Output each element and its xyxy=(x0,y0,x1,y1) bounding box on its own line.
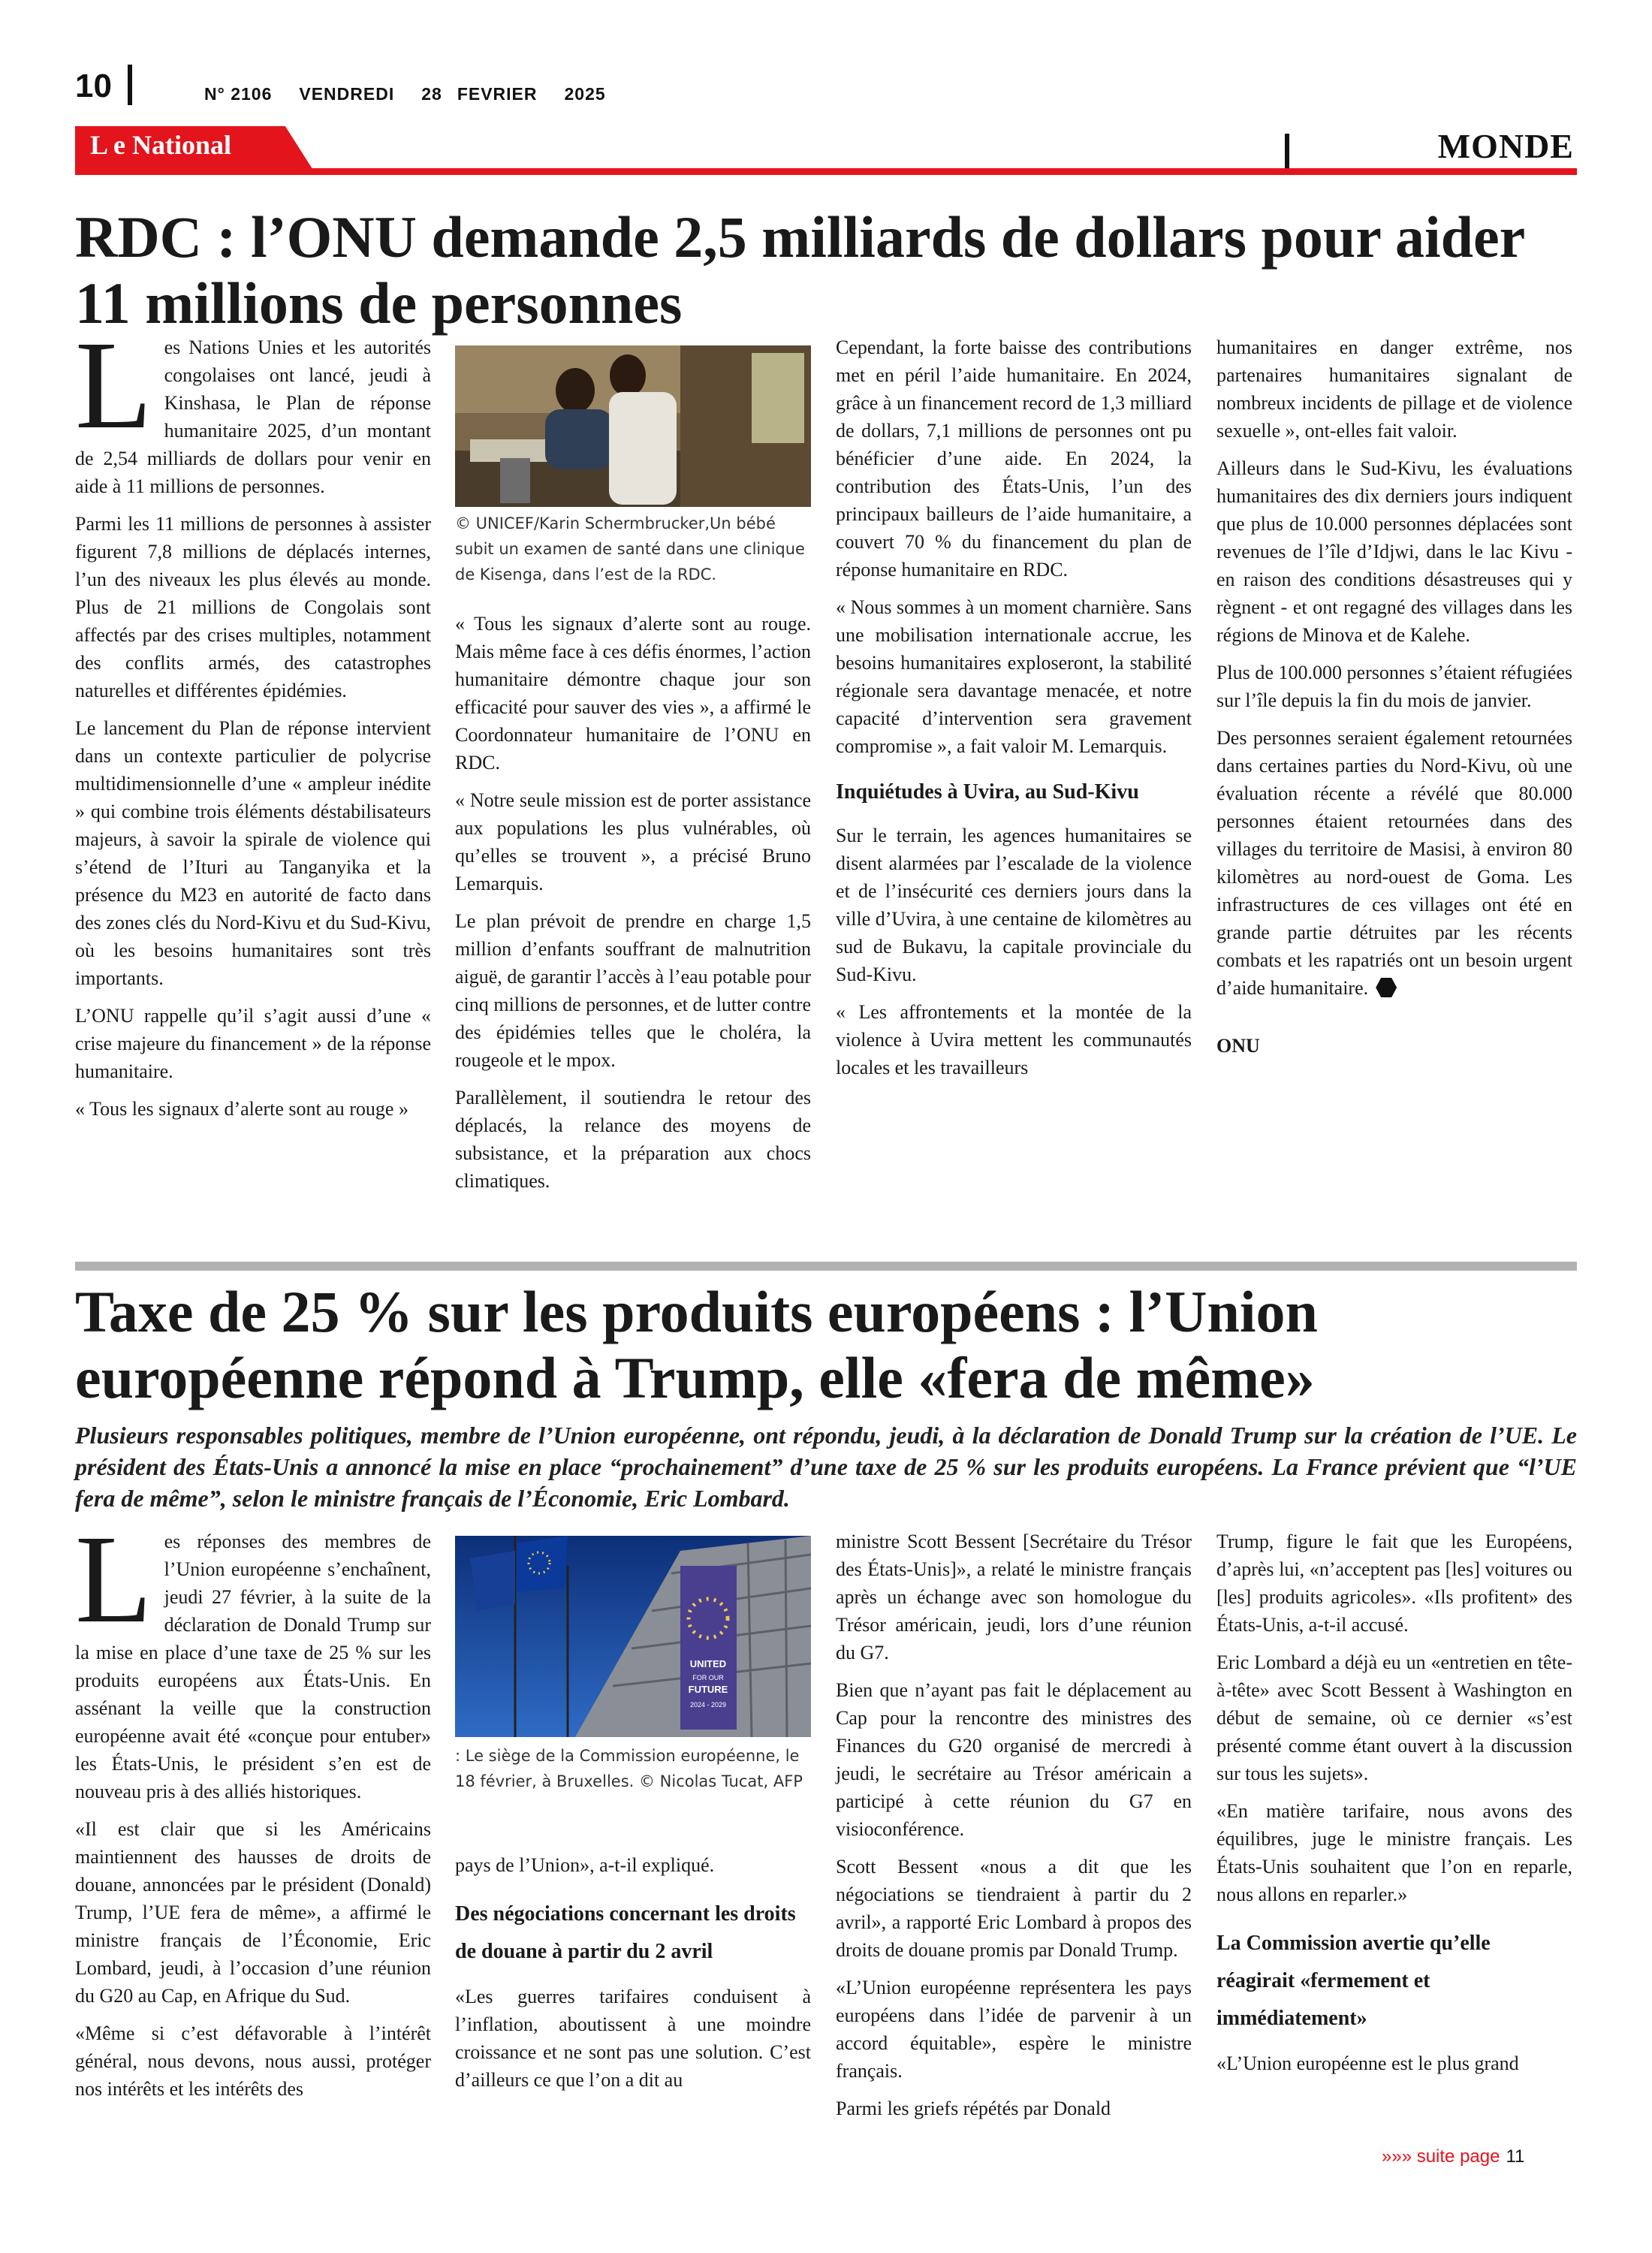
banner-text: 2024 - 2029 xyxy=(689,1701,727,1709)
day: 28 xyxy=(421,84,442,104)
paragraph: «Il est clair que si les Américains maintiennent des hausses de droits de douane, annoncées par le président (Donald) Trump, l’UE fera de même», a affirmé le ministre français de l’Économie, Eric Lombard, jeudi, à l’occasion d’une réunion du G20 au Cap, en Afrique du Sud. xyxy=(75,1818,431,2007)
paragraph: « Tous les signaux d’alerte sont au rouge » xyxy=(75,1098,408,1120)
paragraph-text: Des personnes seraient également retournées dans certaines parties du Nord-Kivu, où une évaluation récente a révélé que 80.000 personnes étaient retournées dans des villages du territoire de Masisi, à environ 80 kilomètres au nord-ouest de Goma. Les infrastructures de ces villages ont été en grande partie détruites par les récents combats et les rapatriés ont un besoin urgent d’aide humanitaire. xyxy=(1216,727,1572,999)
paragraph: Sur le terrain, les agences humanitaires se disent alarmées par l’escalade de la violence et de l’insécurité ces derniers jours dans la ville d’Uvira, à une centaine de kilomètres au sud de Bukavu, la capitale provinciale du Sud-Kivu. xyxy=(836,825,1192,985)
banner-text: FUTURE xyxy=(688,1684,728,1695)
paragraph: Trump, figure le fait que les Européens, d’après lui, «n’acceptent pas [les] voitures ou [les] produits agricoles». «Ils profitent» des États-Unis, a-t-il accusé. xyxy=(1216,1531,1572,1636)
article1-column-1 xyxy=(75,315,431,1133)
paragraph: Plus de 100.000 personnes s’étaient réfugiées sur l’île depuis la fin du mois de janvier. xyxy=(1216,662,1572,711)
month: FEVRIER xyxy=(457,84,538,104)
paragraph: Eric Lombard a déjà eu un «entretien en tête-à-tête» avec Scott Bessent à Washington en début de semaine, où ce dernier «s’est présenté comme étant ouvert à la discussion sur tous les sujets». xyxy=(1216,1651,1572,1784)
headline-line: 11 millions de personnes xyxy=(75,270,683,336)
paragraph: Cependant, la forte baisse des contributions met en péril l’aide humanitaire. En 2024, grâce à un financement record de 1,3 milliard de dollars, 7,1 millions de personnes ont pu bénéficier d’une aide. En 2024, la contribution des États-Unis, l’un des principaux bailleurs de l’aide humanitaire, a couvert 70 % du financement du plan de réponse humanitaire en RDC. xyxy=(836,336,1192,581)
paragraph: Ailleurs dans le Sud-Kivu, les évaluations humanitaires des dix derniers jours indiquent que plus de 10.000 personnes déplacées sont revenues de l’île d’Idjwi, dans le lac Kivu - en raison des conditions désastreuses qui y règnent - et ont regagné des villages dans les régions de Minova et de Kalehe. xyxy=(1216,457,1572,646)
section-divider xyxy=(1285,134,1289,168)
paragraph: «L’Union européenne est le plus grand xyxy=(1216,2052,1519,2074)
headline-line: Taxe de 25 % sur les produits européens : l’Union xyxy=(75,1279,1318,1344)
article1-column-3 xyxy=(836,333,1192,1081)
paragraph: «Les guerres tarifaires conduisent à l’inflation, aboutissent à une moindre croissance et ne sont pas une solution. C’est d’ailleurs ce que l’on a dit au xyxy=(455,1986,811,2091)
paragraph: « Les affrontements et la montée de la violence à Uvira mettent les communautés locales et les travailleurs xyxy=(836,1001,1192,1078)
article-signature: ONU xyxy=(1216,1035,1260,1057)
paragraph: es Nations Unies et les autorités congolaises ont lancé, jeudi à Kinshasa, le Plan de réponse humanitaire 2025, d’un montant de 2,54 milliards de dollars pour venir en aide à 11 millions de personnes. xyxy=(75,336,431,497)
paragraph: ministre Scott Bessent [Secrétaire du Trésor des États-Unis]», a relaté le ministre français après un échange avec son homologue du Trésor américain, jeudi, lors d’une réunion du G7. xyxy=(836,1531,1192,1663)
article2-column-4 xyxy=(1216,1528,1572,2077)
article1-column-4 xyxy=(1216,333,1572,1060)
article1-headline xyxy=(75,204,1577,336)
paragraph: Parmi les griefs répétés par Donald xyxy=(836,2098,1111,2119)
paragraph: Parmi les 11 millions de personnes à assister figurent 7,8 millions de déplacés internes, l’un des niveaux les plus élevés au monde. Plus de 21 millions de Congolais sont affectés par des crises multiples, notamment des conflits armés, des catastrophes naturelles et différentes épidémies. xyxy=(75,513,431,701)
page-number: 10 xyxy=(75,68,112,104)
subheading: Des négociations concernant les droits de douane à partir du 2 avril xyxy=(455,1902,796,1963)
paragraph: « Nous sommes à un moment charnière. Sans une mobilisation internationale accrue, les besoins humanitaires exploseront, la stabilité régionale sera davantage menacée, et notre capacité d’intervention sera gravement compromise », a fait valoir M. Lemarquis. xyxy=(836,596,1192,757)
headline-line: RDC : l’ONU demande 2,5 milliards de dollars pour aider xyxy=(75,204,1526,270)
issue-dateline xyxy=(204,84,633,104)
eu-commission-photo xyxy=(455,1536,811,1737)
paragraph: «Même si c’est défavorable à l’intérêt général, nous devons, nous aussi, protéger nos intérêts et les intérêts des xyxy=(75,2022,431,2100)
continued-label: »»» suite page xyxy=(1382,2146,1500,2167)
paragraph: Bien que n’ayant pas fait le déplacement au Cap pour la rencontre des ministres des Finances du G20 organisé de mercredi à jeudi, le secrétaire au Trésor américain a participé à cette réunion du G7 en visioconférence. xyxy=(836,1679,1192,1840)
paragraph: «En matière tarifaire, nous avons des équilibres, juge le ministre français. Les États-Unis souhaitent que l’on en reparle, nous allons en reparler.» xyxy=(1216,1800,1572,1905)
year: 2025 xyxy=(564,84,606,104)
subheading: Inquiétudes à Uvira, au Sud-Kivu xyxy=(836,780,1139,804)
header-divider xyxy=(128,65,132,105)
continued-page: 11 xyxy=(1506,2146,1525,2167)
header-rule xyxy=(75,168,1577,175)
article2-headline xyxy=(75,1279,1577,1411)
end-of-article-icon xyxy=(1376,978,1397,997)
dropcap: L xyxy=(75,1510,152,1649)
paragraph: es réponses des membres de l’Union européenne s’enchaînent, jeudi 27 février, à la suite de la déclaration de Donald Trump sur la mise en place d’une taxe de 25 % sur les produits européens aux États-Unis. En assénant la veille que la construction européenne avait été «conçue pour entuber» les États-Unis, le président s’en est de nouveau pris à des alliés historiques. xyxy=(75,1531,431,1802)
paragraph: pays de l’Union», a-t-il expliqué. xyxy=(455,1854,715,1876)
article2-column-2 xyxy=(455,1851,811,2094)
eu-photo-caption: : Le siège de la Commission européenne, le 18 février, à Bruxelles. © Nicolas Tucat, AFP xyxy=(455,1747,803,1790)
paragraph xyxy=(1216,724,1572,1002)
headline-line: européenne répond à Trump, elle «fera de même» xyxy=(75,1345,1315,1410)
paragraph: Parallèlement, il soutiendra le retour des déplacés, la relance des moyens de subsistance, et la préparation aux chocs climatiques. xyxy=(455,1087,811,1192)
paragraph: «L’Union européenne représentera les pays européens dans l’idée de parvenir à un accord équitable», espère le ministre français. xyxy=(836,1977,1192,2082)
continued-link[interactable] xyxy=(1382,2146,1524,2167)
issue-number: N° 2106 xyxy=(204,84,273,104)
banner-text: UNITED xyxy=(689,1658,727,1669)
paragraph: Le plan prévoit de prendre en charge 1,5 million d’enfants souffrant de malnutrition aiguë, de garantir l’accès à l’eau potable pour cinq millions de personnes, et de lutter contre des épidémies telles que le choléra, la rougeole et le mpox. xyxy=(455,910,811,1071)
banner-text: FOR OUR xyxy=(692,1674,724,1681)
section-name: MONDE xyxy=(1437,127,1574,165)
article-separator xyxy=(75,1262,1577,1271)
weekday: VENDREDI xyxy=(299,84,395,104)
paragraph: Scott Bessent «nous a dit que les négociations se tiendraient à partir du 2 avril», a rapporté Eric Lombard à propos des droits de douane promis par Donald Trump. xyxy=(836,1856,1192,1961)
article1-column-2 xyxy=(455,610,811,1205)
paragraph: « Tous les signaux d’alerte sont au rouge. Mais même face à ces défis énormes, l’action humanitaire démontre chaque jour son efficacité pour sauver des vies », a affirmé le Coordonnateur humanitaire de l’ONU en RDC. xyxy=(455,613,811,774)
paragraph: Le lancement du Plan de réponse intervient dans un contexte particulier de polycrise multidimensionnelle d’une « ampleur inédite » qui combine trois éléments déstabilisateurs majeurs, à savoir la spirale de violence qui s’étend de l’Ituri au Tanganyika et la présence du M23 en autorité de facto dans des zones clés du Nord-Kivu et du Sud-Kivu, où les besoins humanitaires sont très importants. xyxy=(75,717,431,989)
clinic-photo xyxy=(455,345,811,507)
paragraph: « Notre seule mission est de porter assistance aux populations les plus vulnérables, où qu’elles se trouvent », a précisé Bruno Lemarquis. xyxy=(455,789,811,894)
brand-name: L e National xyxy=(90,130,232,160)
dropcap: L xyxy=(75,315,152,455)
article2-column-1 xyxy=(75,1510,431,2103)
clinic-photo-caption: © UNICEF/Karin Schermbrucker,Un bébé subit un examen de santé dans une clinique de Kisenga, dans l’est de la RDC. xyxy=(455,514,805,584)
article2-lede: Plusieurs responsables politiques, membre de l’Union européenne, ont répondu, jeudi, à la déclaration de Donald Trump sur la création de l’UE. Le président des États-Unis a annoncé la mise en place “prochainement” d’une taxe de 25 % sur les produits européens. La France prévient que “l’UE fera de même”, selon le ministre français de l’Économie, Eric Lombard. xyxy=(75,1422,1577,1512)
article2-column-3 xyxy=(836,1528,1192,2122)
paragraph: humanitaires en danger extrême, nos partenaires humanitaires signalant de nombreux incidents de pillage et de violence sexuelle », ont-elles fait valoir. xyxy=(1216,336,1572,442)
subheading: La Commission avertie qu’elle réagirait «fermement et immédiatement» xyxy=(1216,1932,1491,2030)
paragraph: L’ONU rappelle qu’il s’agit aussi d’une « crise majeure du financement » de la réponse humanitaire. xyxy=(75,1005,431,1082)
